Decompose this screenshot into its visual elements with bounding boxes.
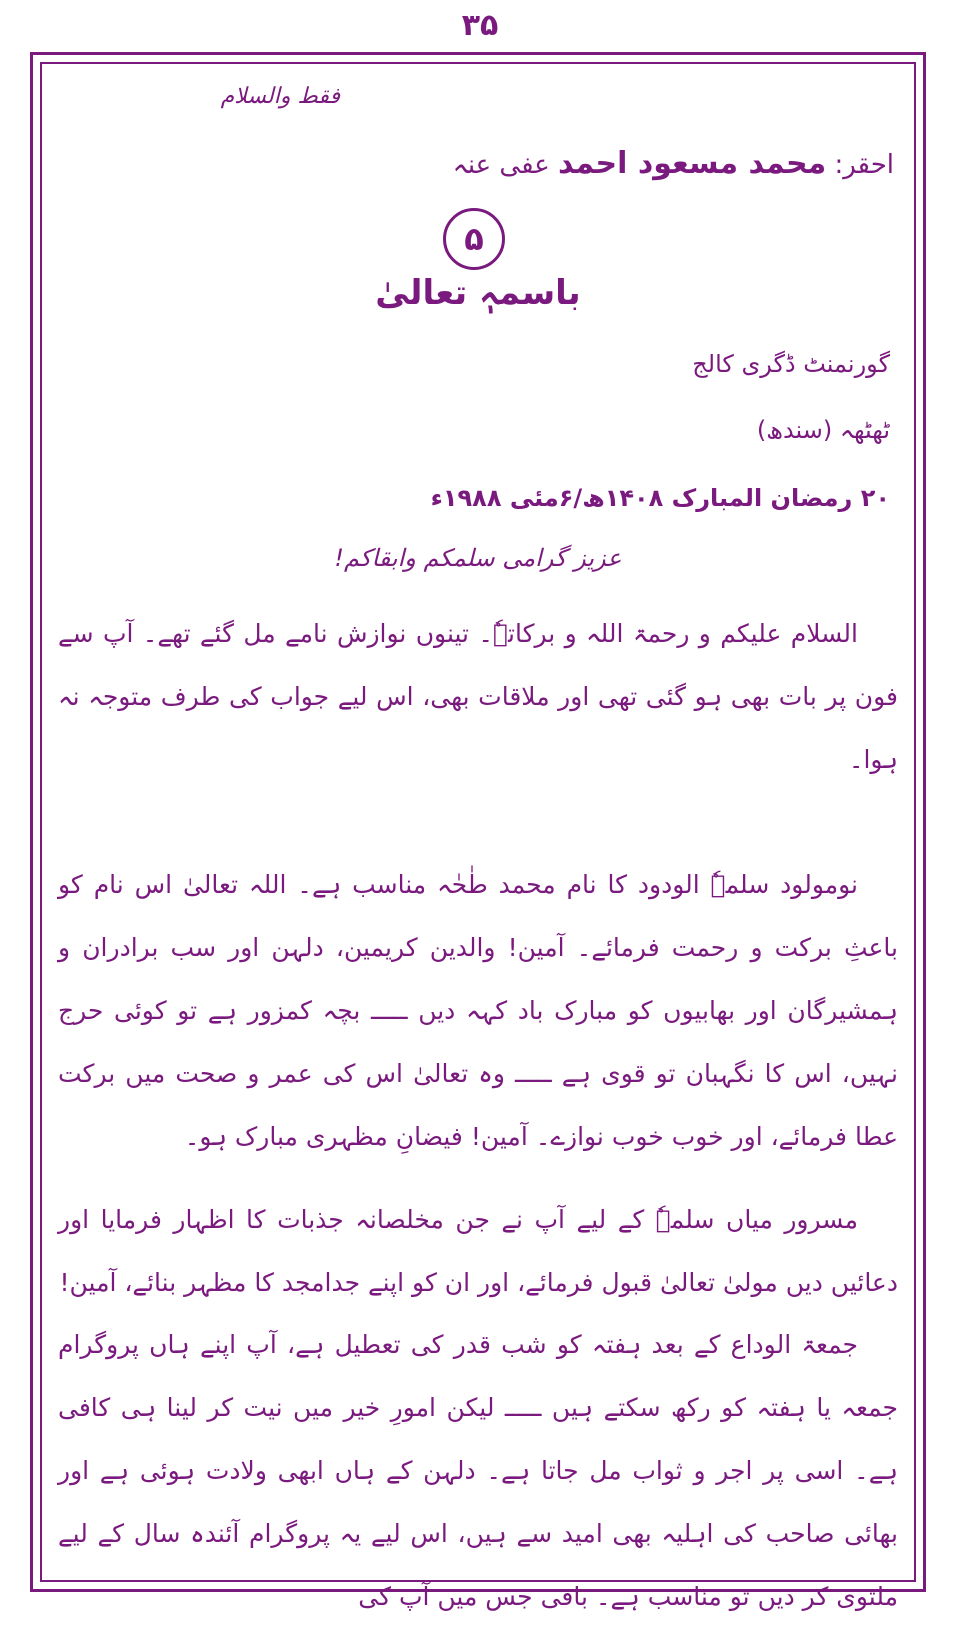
letter-date: ۲۰ رمضان المبارک ۱۴۰۸ھ/۶مئی ۱۹۸۸ء <box>430 484 890 512</box>
closing-phrase: فقط والسلام <box>220 84 340 109</box>
salutation: عزیز گرامی سلمکم وابقاکم! <box>334 544 622 572</box>
paragraph: نومولود سلمہٗ الودود کا نام محمد طٰحٰہ مناسب ہے۔ اللہ تعالیٰ اس نام کو باعثِ برکت و رحمت فرمائے۔ آمین! والدین کریمین، دلہن اور سب برادران و ہمشیرگان اور بھابیوں کو مبارک باد کہہ دیں ـــــ بچہ کمزور ہے تو کوئی حرج نہیں، اس کا نگہبان تو قوی ہے ـــــ وہ تعالیٰ اس کی عمر و صحت میں برکت عطا فرمائے، اور خوب خوب نوازے۔ آمین! فیضانِ مظہری مبارک ہو۔ <box>58 870 898 1151</box>
page-number: ۳۵ <box>461 8 499 43</box>
signature-line <box>453 146 894 181</box>
bismillah-heading: باسمہٖ تعالیٰ <box>375 273 581 313</box>
signature-suffix: عفی عنہ <box>452 150 550 180</box>
address-line-1: گورنمنٹ ڈگری کالج <box>692 350 890 378</box>
signature-name: محمد مسعود احمد <box>558 146 827 181</box>
paragraph: مسرور میاں سلمہٗ کے لیے آپ نے جن مخلصانہ جذبات کا اظہار فرمایا اور دعائیں دیں مولیٰ تعالیٰ قبول فرمائے، اور ان کو اپنے جدامجد کا مظہر بنائے، آمین! <box>58 1205 898 1297</box>
paragraph: جمعۃ الوداع کے بعد ہفتہ کو شب قدر کی تعطیل ہے، آپ اپنے ہاں پروگرام جمعہ یا ہفتہ کو رکھ سکتے ہیں ـــــ لیکن امورِ خیر میں نیت کر لینا ہی کافی ہے۔ اسی پر اجر و ثواب مل جاتا ہے۔ دلہن کے ہاں ابھی ولادت ہوئی ہے اور بھائی صاحب کی اہلیہ بھی امید سے ہیں، اس لیے یہ پروگرام آئندہ سال کے لیے ملتوی کر دیں تو مناسب ہے۔ باقی جس میں آپ کی <box>58 1330 898 1611</box>
paragraph: السلام علیکم و رحمۃ اللہ و برکاتہٗ۔ تینوں نوازش نامے مل گئے تھے۔ آپ سے فون پر بات بھی ہو گئی تھی اور ملاقات بھی، اس لیے جواب کی طرف متوجہ نہ ہوا۔ <box>58 619 898 774</box>
signature-prefix: احقر: <box>834 150 894 180</box>
letter-content <box>58 70 898 1611</box>
letter-number-badge: ۵ <box>443 208 505 270</box>
address-line-2: ٹھٹھہ (سندھ) <box>756 416 890 444</box>
